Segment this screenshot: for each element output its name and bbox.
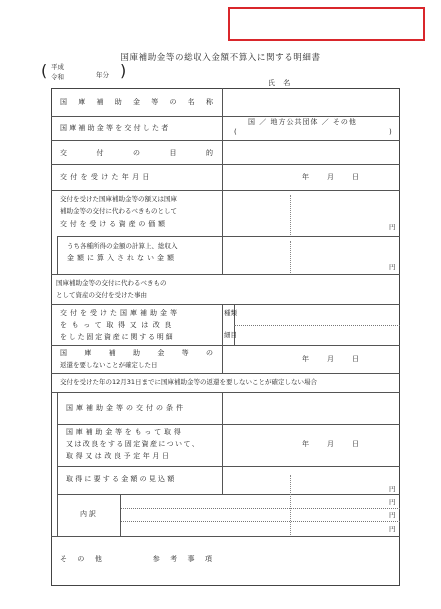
open-paren: ( — [41, 61, 48, 80]
unit-yen-6: 円 — [389, 525, 396, 533]
label-remarks: そ の 他 参 考 事 項 — [60, 555, 212, 563]
label-asset-1: 交付を受けた国庫補助金等 — [60, 309, 180, 317]
grantor-options: 国 ／ 地方公共団体 ／ その他 — [248, 118, 357, 126]
label-reason-2: として資産の交付を受けた事由 — [56, 291, 147, 299]
close-paren: ) — [120, 61, 127, 80]
unit-yen-4: 円 — [389, 498, 396, 506]
label-excluded-1: うち各種所得の金額の計算上、総収入 — [67, 242, 178, 250]
label-kind: 種類 — [224, 309, 237, 317]
label-reason-1: 国庫補助金等の交付に代わるべきもの — [56, 279, 167, 287]
unit-yen-1: 円 — [389, 223, 396, 231]
unit-day-2: 日 — [352, 355, 359, 363]
label-amount-2: 補助金等の交付に代わるべきものとして — [60, 207, 177, 215]
label-breakdown: 内訳 — [80, 510, 98, 518]
unit-year-1: 年 — [302, 173, 309, 181]
label-amount-1: 交付を受けた国庫補助金等の額又は国庫 — [60, 195, 177, 203]
label-subsidy-name: 国 庫 補 助 金 等 の 名 称 — [60, 98, 213, 106]
section-header: 交付を受けた年の12月31日までに国庫補助金等の返還を要しないことが確定しない場合 — [60, 378, 318, 386]
unit-yen-2: 円 — [389, 263, 396, 271]
unit-month-1: 月 — [327, 173, 334, 181]
unit-day-3: 日 — [352, 440, 359, 448]
form-title: 国庫補助金等の総収入金額不算入に関する明細書 — [120, 53, 321, 63]
name-label: 氏 名 — [268, 79, 294, 87]
label-asset-3: をした固定資産に関する明細 — [60, 333, 175, 341]
unit-yen-5: 円 — [389, 511, 396, 519]
label-grantor: 国庫補助金等を交付した者 — [60, 124, 171, 132]
label-purpose: 交 付 の 目 的 — [60, 149, 213, 157]
era-heisei: 平成 — [51, 63, 64, 71]
label-planned-1: 国庫補助金等をもって取得 — [66, 428, 184, 436]
label-amount-3: 交付を受ける資産の価額 — [60, 220, 168, 228]
label-conditions: 国庫補助金等の交付の条件 — [66, 404, 186, 412]
label-repay-2: 返還を要しないことが確定した日 — [60, 361, 158, 369]
label-planned-2: 又は改良をする固定資産について、 — [66, 440, 201, 448]
label-asset-2: をもって取得又は改良 — [60, 321, 176, 329]
unit-day-1: 日 — [352, 173, 359, 181]
year-suffix: 年分 — [96, 71, 109, 79]
label-estimated-cost: 取得に要する金額の見込額 — [66, 475, 177, 483]
label-excluded-2: 金額に算入されない金額 — [67, 254, 177, 262]
label-planned-3: 取得又は改良予定年月日 — [66, 452, 172, 460]
unit-year-2: 年 — [302, 355, 309, 363]
era-reiwa: 令和 — [51, 73, 64, 81]
unit-yen-3: 円 — [389, 485, 396, 493]
label-repay-1: 国 庫 補 助 金 等 の — [60, 349, 213, 357]
unit-month-3: 月 — [327, 440, 334, 448]
unit-year-3: 年 — [302, 440, 309, 448]
unit-month-2: 月 — [327, 355, 334, 363]
label-detail: 細目 — [224, 331, 237, 339]
redaction-box — [228, 7, 425, 41]
label-date-received: 交付を受けた年月日 — [60, 173, 153, 181]
